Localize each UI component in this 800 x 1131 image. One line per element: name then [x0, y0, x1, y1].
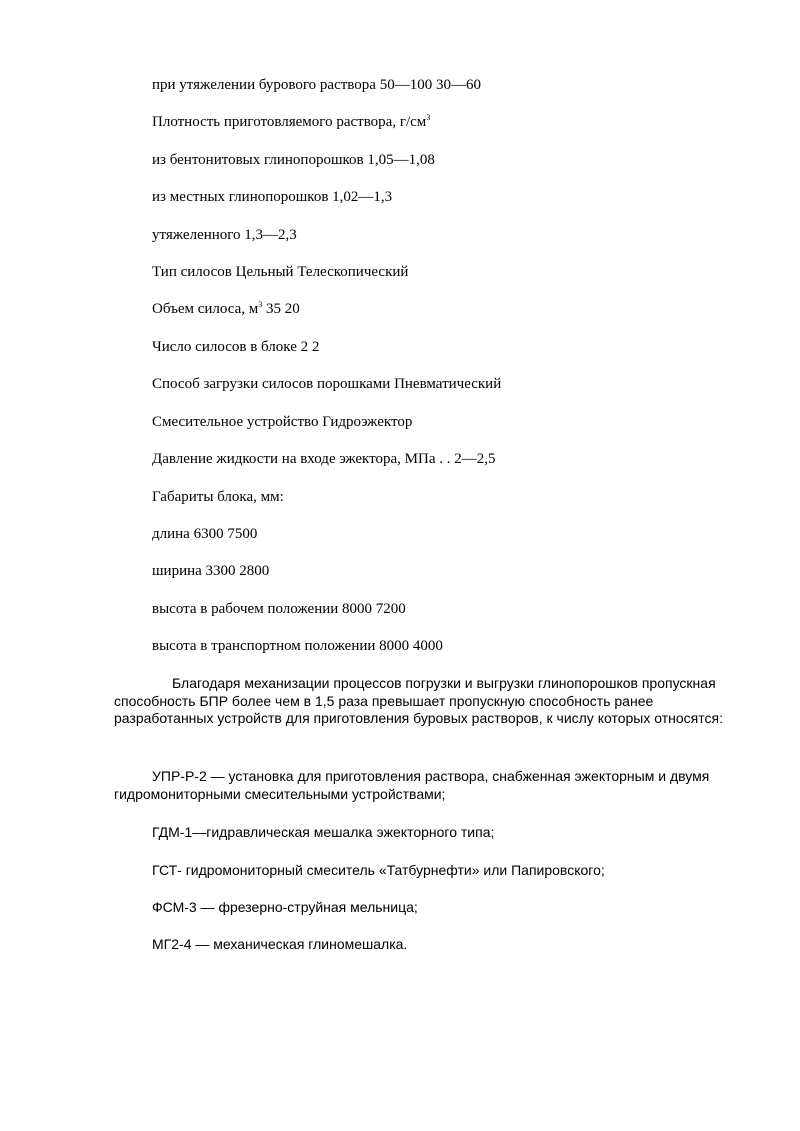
spec-line-transport-height: высота в транспортном положении 8000 4000	[152, 638, 443, 654]
list-item: ГДМ-1—гидравлическая мешалка эжекторного типа;	[152, 824, 495, 840]
list-item: ГСТ- гидромониторный смеситель «Татбурнефти» или Папировского;	[152, 862, 605, 878]
spec-line-density: Плотность приготовляемого раствора, $г/см^3$	[152, 113, 431, 130]
spec-line-local-clay: из местных глинопорошков 1,02—1,3	[152, 189, 393, 205]
paragraph-throughput: Благодаря механизации процессов погрузки и выгрузки глинопорошков пропускная способность БПР более чем в 1,5 раза превышает пропускную способность ранее разработанных устройств для приготовления буровых растворов, к числу которых относятся:	[114, 675, 723, 726]
spec-line-bentonite: из бентонитовых глинопорошков 1,05—1,08	[152, 152, 435, 168]
spec-line-width: ширина 3300 2800	[152, 563, 270, 579]
superscript-three: 3	[258, 300, 263, 309]
spec-line-working-height: высота в рабочем положении 8000 7200	[152, 601, 406, 617]
spec-line-weighted: утяжеленного 1,3—2,3	[152, 227, 297, 243]
list-item: МГ2-4 — механическая глиномешалка.	[152, 936, 408, 952]
list-item: ФСМ-3 — фрезерно-струйная мельница;	[152, 899, 418, 915]
spec-line-pressure: Давление жидкости на входе эжектора, МПа . . 2—2,5	[152, 451, 496, 467]
spec-line-weighting: при утяжелении бурового раствора 50—100 30—60	[152, 77, 481, 93]
spec-line-silo-type: Тип силосов Цельный Телескопический	[152, 264, 409, 280]
spec-line-loading-method: Способ загрузки силосов порошками Пневматический	[152, 376, 502, 392]
spec-line-silo-volume: Объем силоса, $м^3$ 35 20	[152, 300, 300, 317]
spec-line-dimensions: Габариты блока, мм:	[152, 489, 284, 505]
spec-line-silo-count: Число силосов в блоке 2 2	[152, 339, 320, 355]
superscript-three: 3	[426, 113, 431, 122]
spec-line-mixing-device: Смесительное устройство Гидроэжектор	[152, 414, 413, 430]
spec-line-length: длина 6300 7500	[152, 526, 258, 542]
paragraph-upr: УПР-Р-2 — установка для приготовления раствора, снабженная эжекторным и двумя гидромониторными смесительными устройствами;	[114, 768, 710, 802]
